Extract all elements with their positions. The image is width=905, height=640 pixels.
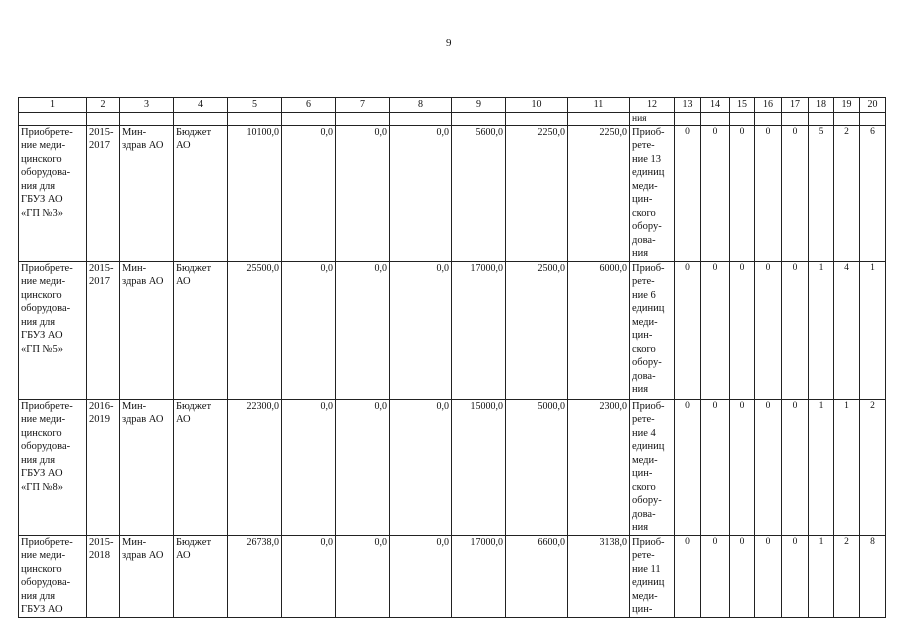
indicator-cell: 0 <box>701 125 730 261</box>
indicator-cell: 0 <box>782 125 809 261</box>
agency: Мин- здрав АО <box>122 126 164 151</box>
header-cell: 2 <box>87 98 120 113</box>
value-cell: 0,0 <box>390 535 452 617</box>
table-row <box>19 125 886 261</box>
indicator-cell: 0 <box>755 261 782 399</box>
value-cell: 0,0 <box>390 125 452 261</box>
table-row <box>19 261 886 399</box>
indicator-cell: 2 <box>834 535 860 617</box>
header-cell: 20 <box>860 98 886 113</box>
indicator-cell: 0 <box>782 261 809 399</box>
column-number-header-row <box>19 98 886 113</box>
result-description: Приоб- рете- ние 13 единиц меди- цин- ского обору- дова- ния <box>632 126 665 259</box>
indicator-cell: 0 <box>755 535 782 617</box>
value-cell: 5000,0 <box>506 399 568 535</box>
value-cell: 6000,0 <box>568 261 630 399</box>
value-cell: 2250,0 <box>506 125 568 261</box>
period: 2016- 2019 <box>89 400 114 425</box>
header-cell: 19 <box>834 98 860 113</box>
page-number: 9 <box>446 37 452 49</box>
value-cell: 10100,0 <box>228 125 282 261</box>
table-row <box>19 535 886 617</box>
indicator-cell: 1 <box>860 261 886 399</box>
indicator-cell: 6 <box>860 125 886 261</box>
funding-source: Бюджет АО <box>176 400 212 425</box>
value-cell: 0,0 <box>390 399 452 535</box>
value-cell: 0,0 <box>336 399 390 535</box>
indicator-cell: 1 <box>834 399 860 535</box>
indicator-cell: 0 <box>675 261 701 399</box>
value-cell: 0,0 <box>390 261 452 399</box>
table-row <box>19 399 886 535</box>
indicator-cell: 2 <box>834 125 860 261</box>
value-cell: 0,0 <box>336 535 390 617</box>
result-description: Приоб- рете- ние 11 единиц меди- цин- <box>632 536 665 615</box>
indicator-cell: 0 <box>675 125 701 261</box>
value-cell: 6600,0 <box>506 535 568 617</box>
indicator-cell: 0 <box>675 399 701 535</box>
indicator-cell: 0 <box>755 125 782 261</box>
header-cell: 14 <box>701 98 730 113</box>
indicator-cell: 0 <box>755 399 782 535</box>
value-cell: 0,0 <box>336 125 390 261</box>
header-cell: 11 <box>568 98 630 113</box>
header-cell: 12 <box>630 98 675 113</box>
funding-source: Бюджет АО <box>176 536 212 561</box>
value-cell: 5600,0 <box>452 125 506 261</box>
indicator-cell: 0 <box>675 535 701 617</box>
header-cell: 6 <box>282 98 336 113</box>
value-cell: 2250,0 <box>568 125 630 261</box>
indicator-cell: 0 <box>701 535 730 617</box>
indicator-cell: 0 <box>730 535 755 617</box>
value-cell: 17000,0 <box>452 261 506 399</box>
indicator-cell: 1 <box>809 535 834 617</box>
value-cell: 0,0 <box>282 399 336 535</box>
header-cell: 8 <box>390 98 452 113</box>
header-cell: 17 <box>782 98 809 113</box>
header-cell: 18 <box>809 98 834 113</box>
result-description: Приоб- рете- ние 6 единиц меди- цин- ского обору- дова- ния <box>632 262 665 395</box>
header-cell: 4 <box>174 98 228 113</box>
measure-name: Приобрете- ние меди- цинского оборудова- ния для ГБУЗ АО <box>21 536 73 615</box>
measure-name: Приобрете- ние меди- цинского оборудова- ния для ГБУЗ АО «ГП №3» <box>21 126 73 219</box>
indicator-cell: 8 <box>860 535 886 617</box>
indicator-cell: 0 <box>782 535 809 617</box>
value-cell: 17000,0 <box>452 535 506 617</box>
indicator-cell: 0 <box>701 261 730 399</box>
period: 2015- 2017 <box>89 262 114 287</box>
value-cell: 26738,0 <box>228 535 282 617</box>
header-cell: 9 <box>452 98 506 113</box>
funding-source: Бюджет АО <box>176 126 212 151</box>
header-cell: 3 <box>120 98 174 113</box>
indicator-cell: 2 <box>860 399 886 535</box>
header-cell: 13 <box>675 98 701 113</box>
value-cell: 15000,0 <box>452 399 506 535</box>
value-cell: 2500,0 <box>506 261 568 399</box>
value-cell: 25500,0 <box>228 261 282 399</box>
indicator-cell: 0 <box>782 399 809 535</box>
program-table <box>18 97 886 618</box>
header-cell: 7 <box>336 98 390 113</box>
indicator-cell: 5 <box>809 125 834 261</box>
value-cell: 0,0 <box>282 535 336 617</box>
indicator-cell: 1 <box>809 399 834 535</box>
funding-source: Бюджет АО <box>176 262 212 287</box>
header-cell: 16 <box>755 98 782 113</box>
value-cell: 2300,0 <box>568 399 630 535</box>
header-cell: 15 <box>730 98 755 113</box>
header-cell: 10 <box>506 98 568 113</box>
value-cell: 22300,0 <box>228 399 282 535</box>
header-cell: 1 <box>19 98 87 113</box>
header-cell: 5 <box>228 98 282 113</box>
value-cell: 0,0 <box>282 125 336 261</box>
indicator-cell: 0 <box>701 399 730 535</box>
period: 2015- 2018 <box>89 536 114 561</box>
value-cell: 0,0 <box>336 261 390 399</box>
indicator-cell: 0 <box>730 125 755 261</box>
result-description: Приоб- рете- ние 4 единиц меди- цин- ского обору- дова- ния <box>632 400 665 533</box>
continuation-row <box>19 112 886 125</box>
value-cell: 3138,0 <box>568 535 630 617</box>
agency: Мин- здрав АО <box>122 400 164 425</box>
indicator-cell: 4 <box>834 261 860 399</box>
period: 2015- 2017 <box>89 126 114 151</box>
indicator-cell: 1 <box>809 261 834 399</box>
indicator-cell: 0 <box>730 399 755 535</box>
indicator-cell: 0 <box>730 261 755 399</box>
agency: Мин- здрав АО <box>122 262 164 287</box>
measure-name: Приобрете- ние меди- цинского оборудова- ния для ГБУЗ АО «ГП №5» <box>21 262 73 355</box>
continued-text: ния <box>630 112 675 125</box>
value-cell: 0,0 <box>282 261 336 399</box>
agency: Мин- здрав АО <box>122 536 164 561</box>
measure-name: Приобрете- ние меди- цинского оборудова- ния для ГБУЗ АО «ГП №8» <box>21 400 73 493</box>
